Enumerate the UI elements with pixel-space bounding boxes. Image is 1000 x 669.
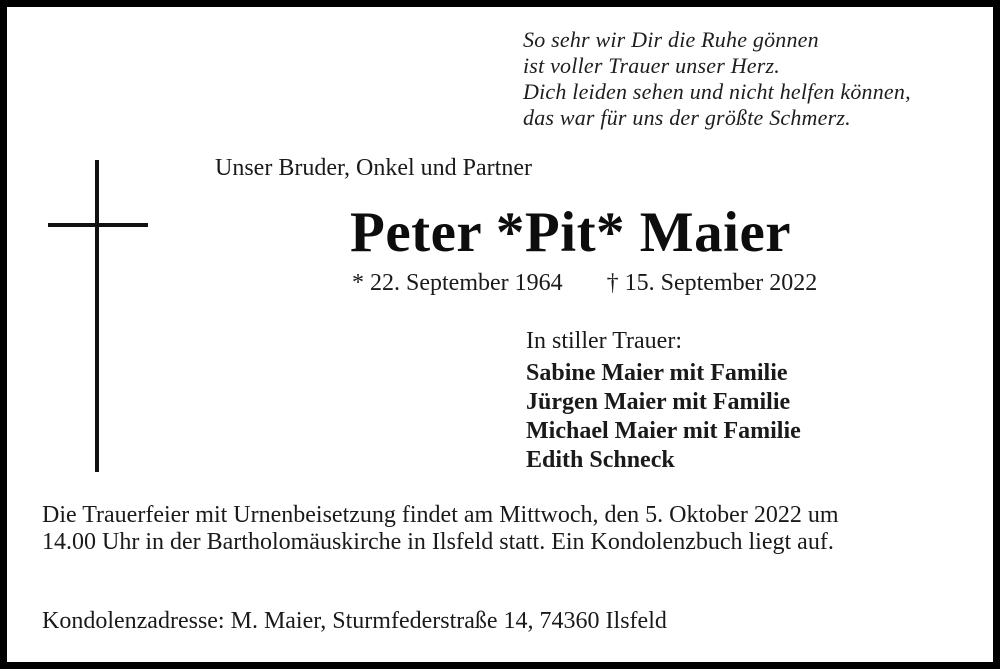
condolence-address: Kondolenzadresse: M. Maier, Sturmfederstraße 14, 74360 Ilsfeld: [42, 608, 667, 634]
cross-vertical-bar: [95, 160, 99, 472]
deceased-name: Peter *Pit* Maier: [350, 201, 792, 264]
mourner-name: Edith Schneck: [526, 447, 675, 473]
poem-line: ist voller Trauer unser Herz.: [523, 53, 780, 78]
relation-line: Unser Bruder, Onkel und Partner: [215, 155, 532, 181]
memorial-poem: [523, 27, 911, 131]
funeral-info-line: Die Trauerfeier mit Urnenbeisetzung findet am Mittwoch, den 5. Oktober 2022 um: [42, 502, 839, 528]
poem-line: das war für uns der größte Schmerz.: [523, 105, 851, 130]
cross-horizontal-bar: [48, 223, 148, 227]
mourner-name: Michael Maier mit Familie: [526, 418, 801, 444]
poem-line: So sehr wir Dir die Ruhe gönnen: [523, 27, 819, 52]
funeral-info: [42, 502, 839, 556]
birth-date: * 22. September 1964: [352, 270, 563, 296]
mourner-name: Sabine Maier mit Familie: [526, 360, 788, 386]
funeral-info-line: 14.00 Uhr in der Bartholomäuskirche in Ilsfeld statt. Ein Kondolenzbuch liegt auf.: [42, 529, 834, 555]
mourner-list: [526, 359, 801, 475]
poem-line: Dich leiden sehen und nicht helfen können,: [523, 79, 911, 104]
mourner-name: Jürgen Maier mit Familie: [526, 389, 791, 415]
death-date: † 15. September 2022: [606, 270, 818, 296]
mourning-intro: In stiller Trauer:: [526, 328, 682, 354]
life-dates: [352, 268, 817, 298]
mourning-section: [526, 326, 801, 475]
